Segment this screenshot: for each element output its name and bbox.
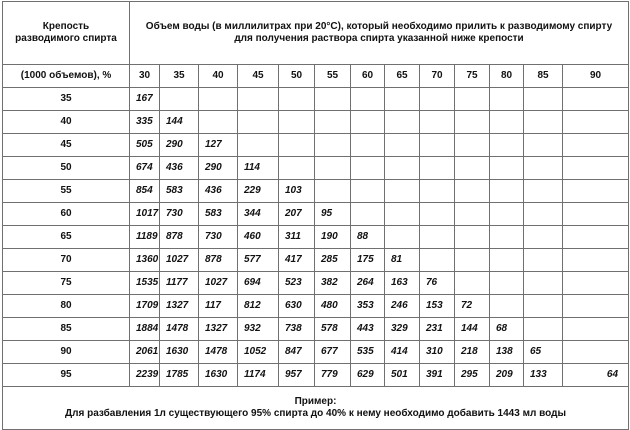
water-volume-cell: 1052 [238,341,279,364]
water-volume-cell: 127 [199,134,238,157]
water-volume-cell [385,134,420,157]
target-strength-header: 75 [455,65,490,88]
water-volume-cell: 1177 [160,272,199,295]
water-volume-cell [524,295,563,318]
table-row [3,203,629,226]
water-volume-cell: 295 [455,364,490,387]
target-strength-header: 60 [351,65,385,88]
water-volume-cell [524,272,563,295]
water-volume-cell [563,88,629,111]
water-volume-cell: 1709 [130,295,160,318]
water-volume-cell: 577 [238,249,279,272]
water-volume-cell: 88 [351,226,385,249]
water-volume-cell: 163 [385,272,420,295]
water-volume-cell [490,272,524,295]
water-volume-cell [315,134,351,157]
water-volume-cell: 229 [238,180,279,203]
target-strength-header: 80 [490,65,524,88]
water-volume-cell [455,272,490,295]
water-volume-cell [351,134,385,157]
water-volume-cell [315,157,351,180]
table-row [3,134,629,157]
target-strength-header: 40 [199,65,238,88]
table-row [3,318,629,341]
water-volume-cell: 103 [279,180,315,203]
source-strength-label: 85 [3,318,130,341]
water-volume-cell: 2239 [130,364,160,387]
water-volume-cell [563,111,629,134]
source-strength-label: 60 [3,203,130,226]
water-volume-cell [563,249,629,272]
water-volume-cell [385,157,420,180]
water-volume-cell [490,295,524,318]
water-volume-cell [455,111,490,134]
water-volume-cell [455,180,490,203]
water-volume-cell: 847 [279,341,315,364]
water-volume-cell [420,203,455,226]
water-volume-cell: 76 [420,272,455,295]
water-volume-cell [524,111,563,134]
source-strength-label: 50 [3,157,130,180]
water-volume-cell [420,180,455,203]
water-volume-cell [563,318,629,341]
source-strength-label: 65 [3,226,130,249]
water-volume-cell: 114 [238,157,279,180]
water-volume-cell: 1327 [199,318,238,341]
water-volume-cell: 153 [420,295,455,318]
water-volume-cell [524,180,563,203]
water-volume-cell: 629 [351,364,385,387]
water-volume-cell: 290 [160,134,199,157]
water-volume-cell: 779 [315,364,351,387]
water-volume-cell [199,88,238,111]
water-volume-cell [490,88,524,111]
water-volume-cell: 207 [279,203,315,226]
water-volume-cell: 218 [455,341,490,364]
water-volume-cell [524,88,563,111]
water-volume-cell [455,88,490,111]
water-volume-cell: 812 [238,295,279,318]
water-volume-cell: 630 [279,295,315,318]
table-row [3,180,629,203]
water-volume-cell: 1630 [160,341,199,364]
water-volume-cell [524,203,563,226]
water-volume-cell: 335 [130,111,160,134]
footer-row [3,387,629,430]
water-volume-cell [351,180,385,203]
water-volume-cell: 246 [385,295,420,318]
table-row [3,341,629,364]
water-volume-cell [199,111,238,134]
water-volume-cell: 329 [385,318,420,341]
target-strength-header: 85 [524,65,563,88]
water-volume-cell [490,157,524,180]
water-volume-cell [490,111,524,134]
water-volume-cell [524,249,563,272]
water-volume-cell: 391 [420,364,455,387]
water-volume-cell: 1327 [160,295,199,318]
water-volume-cell: 501 [385,364,420,387]
water-volume-cell: 353 [351,295,385,318]
water-volume-cell: 523 [279,272,315,295]
water-volume-cell: 436 [199,180,238,203]
water-volume-cell: 190 [315,226,351,249]
target-strength-header: 30 [130,65,160,88]
water-volume-cell: 677 [315,341,351,364]
water-volume-cell [238,134,279,157]
water-volume-cell: 878 [199,249,238,272]
water-volume-cell [563,272,629,295]
water-volume-cell [420,134,455,157]
water-volume-cell: 932 [238,318,279,341]
water-volume-cell: 1017 [130,203,160,226]
water-volume-cell [385,88,420,111]
water-volume-cell [455,203,490,226]
strength-header [3,2,130,65]
target-strength-row [3,65,629,88]
strength-header-line2: разводимого спирта [15,33,117,44]
water-volume-cell: 414 [385,341,420,364]
water-volume-cell: 878 [160,226,199,249]
water-volume-cell: 133 [524,364,563,387]
water-volume-cell [315,111,351,134]
source-strength-label: 35 [3,88,130,111]
water-volume-cell: 1630 [199,364,238,387]
water-volume-cell [563,341,629,364]
water-volume-cell: 583 [160,180,199,203]
water-volume-cell [385,226,420,249]
water-volume-cell [315,180,351,203]
water-volume-cell: 72 [455,295,490,318]
table-row [3,295,629,318]
water-volume-cell [420,157,455,180]
water-volume-cell: 583 [199,203,238,226]
water-volume-cell: 1535 [130,272,160,295]
water-volume-cell: 285 [315,249,351,272]
water-volume-cell: 264 [351,272,385,295]
example-text: Для разбавления 1л существующего 95% спирта до 40% к нему необходимо добавить 1443 мл воды [65,408,566,419]
water-volume-cell [455,157,490,180]
water-volume-cell [455,249,490,272]
water-volume-cell [455,134,490,157]
water-volume-cell: 730 [160,203,199,226]
table-row [3,111,629,134]
water-volume-header [130,2,629,65]
water-volume-cell: 1478 [199,341,238,364]
water-volume-cell: 738 [279,318,315,341]
water-volume-cell [455,226,490,249]
source-strength-label: 80 [3,295,130,318]
water-volume-cell [420,111,455,134]
water-volume-cell [490,249,524,272]
water-volume-cell: 480 [315,295,351,318]
table-row [3,364,629,387]
water-volume-cell: 460 [238,226,279,249]
water-volume-cell [563,295,629,318]
source-strength-label: 95 [3,364,130,387]
water-volume-cell [315,88,351,111]
water-volume-cell: 95 [315,203,351,226]
water-volume-cell: 144 [455,318,490,341]
water-volume-cell: 138 [490,341,524,364]
water-volume-cell [420,249,455,272]
water-volume-cell: 417 [279,249,315,272]
water-volume-cell: 694 [238,272,279,295]
water-volume-cell [279,111,315,134]
water-volume-cell: 310 [420,341,455,364]
water-volume-cell [351,111,385,134]
water-volume-cell: 68 [490,318,524,341]
water-volume-cell: 505 [130,134,160,157]
water-volume-cell: 167 [130,88,160,111]
water-volume-cell: 1027 [199,272,238,295]
target-strength-header: 90 [563,65,629,88]
water-volume-cell [490,180,524,203]
water-volume-cell: 730 [199,226,238,249]
water-volume-cell [279,157,315,180]
water-volume-cell: 674 [130,157,160,180]
water-volume-cell [351,88,385,111]
water-volume-cell: 1027 [160,249,199,272]
table-row [3,226,629,249]
water-volume-cell [563,203,629,226]
water-volume-cell: 578 [315,318,351,341]
water-volume-cell: 1360 [130,249,160,272]
target-strength-header: 50 [279,65,315,88]
table-row [3,88,629,111]
target-strength-header: 45 [238,65,279,88]
source-strength-label: 40 [3,111,130,134]
target-strength-header: 35 [160,65,199,88]
water-volume-cell: 1478 [160,318,199,341]
water-volume-cell: 81 [385,249,420,272]
water-volume-cell: 1884 [130,318,160,341]
water-volume-cell: 231 [420,318,455,341]
water-volume-cell [160,88,199,111]
dilution-table [2,1,629,430]
strength-header-line1: Крепость [42,21,90,32]
water-volume-cell [490,203,524,226]
water-volume-cell [351,157,385,180]
water-volume-cell: 1785 [160,364,199,387]
water-volume-header-line1: Объем воды (в миллилитрах при 20°С), который необходимо прилить к разводимому спирту [145,21,613,32]
water-volume-header-line2: для получения раствора спирта указанной ниже крепости [234,33,524,44]
water-volume-cell [524,157,563,180]
water-volume-cell [563,226,629,249]
water-volume-cell: 117 [199,295,238,318]
source-strength-label: 55 [3,180,130,203]
water-volume-cell: 535 [351,341,385,364]
water-volume-cell [385,203,420,226]
water-volume-cell: 144 [160,111,199,134]
water-volume-cell [563,180,629,203]
header-row [3,2,629,65]
water-volume-cell [490,226,524,249]
water-volume-cell [524,318,563,341]
water-volume-cell: 311 [279,226,315,249]
water-volume-cell: 65 [524,341,563,364]
water-volume-cell [351,203,385,226]
water-volume-cell: 344 [238,203,279,226]
water-volume-cell [524,226,563,249]
source-strength-label: 90 [3,341,130,364]
water-volume-cell: 436 [160,157,199,180]
source-strength-label: 70 [3,249,130,272]
water-volume-cell: 957 [279,364,315,387]
volume-unit-label: (1000 объемов), % [3,65,130,88]
water-volume-cell [563,134,629,157]
water-volume-cell: 2061 [130,341,160,364]
table-row [3,157,629,180]
water-volume-cell [420,88,455,111]
target-strength-header: 70 [420,65,455,88]
water-volume-cell: 382 [315,272,351,295]
water-volume-cell: 443 [351,318,385,341]
water-volume-cell: 175 [351,249,385,272]
target-strength-header: 65 [385,65,420,88]
table-row [3,249,629,272]
water-volume-cell [563,157,629,180]
source-strength-label: 45 [3,134,130,157]
water-volume-cell [385,111,420,134]
water-volume-cell [238,88,279,111]
table-row [3,272,629,295]
water-volume-cell [279,134,315,157]
water-volume-cell: 854 [130,180,160,203]
source-strength-label: 75 [3,272,130,295]
water-volume-cell [238,111,279,134]
example-note [3,387,629,430]
water-volume-cell: 290 [199,157,238,180]
water-volume-cell: 1189 [130,226,160,249]
water-volume-cell: 64 [563,364,629,387]
water-volume-cell: 209 [490,364,524,387]
example-title: Пример: [294,396,337,407]
water-volume-cell [420,226,455,249]
water-volume-cell [279,88,315,111]
water-volume-cell: 1174 [238,364,279,387]
water-volume-cell [385,180,420,203]
water-volume-cell [490,134,524,157]
target-strength-header: 55 [315,65,351,88]
water-volume-cell [524,134,563,157]
